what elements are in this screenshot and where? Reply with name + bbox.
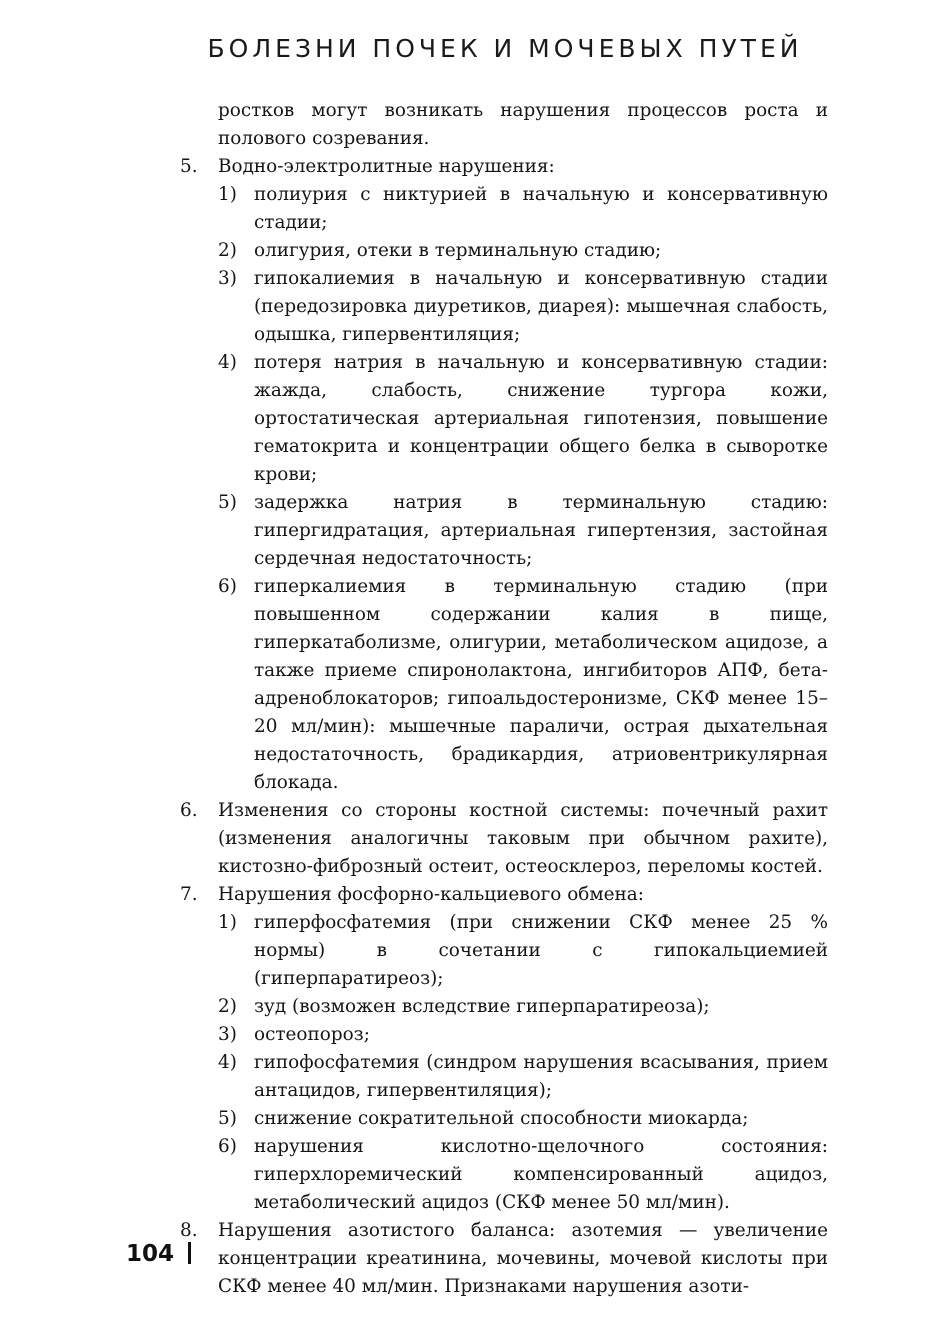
sublist-number: 1): [218, 184, 237, 205]
list-number: 7.: [180, 884, 198, 905]
sublist-text: гипокалиемия в начальную и консервативную стадии (передозировка диуретиков, диарея): мышечная слабость, одышка, гипервентиляция;: [254, 268, 828, 345]
list-text: Нарушения фосфорно-кальциевого обмена:: [218, 884, 644, 905]
list-item-8: [180, 1217, 828, 1301]
list-number: 6.: [180, 800, 198, 821]
list-item-5: [180, 153, 828, 181]
sublist-item: [180, 1105, 828, 1133]
sublist-item: [180, 265, 828, 349]
sublist-item: [180, 1021, 828, 1049]
sublist-text: задержка натрия в терминальную стадию: гипергидратация, артериальная гипертензия, застойная сердечная недостаточность;: [254, 492, 828, 569]
sublist-text: зуд (возможен вследствие гиперпаратиреоза);: [254, 996, 710, 1017]
list-text: Водно-электролитные нарушения:: [218, 156, 555, 177]
sublist-number: 3): [218, 268, 237, 289]
sublist-number: 4): [218, 352, 237, 373]
sublist-text: гипофосфатемия (синдром нарушения всасывания, прием антацидов, гипервентиляция);: [254, 1052, 828, 1101]
sublist-number: 4): [218, 1052, 237, 1073]
sublist-item: [180, 993, 828, 1021]
list-item-7: [180, 881, 828, 909]
running-header: БОЛЕЗНИ ПОЧЕК И МОЧЕВЫХ ПУТЕЙ: [207, 34, 803, 63]
sublist-item: [180, 1133, 828, 1217]
list-number: 8.: [180, 1220, 198, 1241]
sublist-number: 1): [218, 912, 237, 933]
list-text: Нарушения азотистого баланса: азотемия — увеличение концентрации креатинина, мочевины, мочевой кислоты при СКФ менее 40 мл/мин. Признаками нарушения азоти-: [218, 1220, 828, 1297]
list-text: Изменения со стороны костной системы: почечный рахит (изменения аналогичны таковым при обычном рахите), кистозно-фиброзный остеит, остеосклероз, переломы костей.: [218, 800, 828, 877]
sublist-item: [180, 489, 828, 573]
sublist-number: 2): [218, 996, 237, 1017]
list-number: 5.: [180, 156, 198, 177]
sublist-text: потеря натрия в начальную и консервативную стадии: жажда, слабость, снижение тургора кожи, ортостатическая артериальная гипотензия, повышение гематокрита и концентрации общего белка в сыворотке крови;: [254, 352, 828, 485]
sublist-number: 5): [218, 492, 237, 513]
page-number-text: 104: [126, 1241, 175, 1267]
sublist-number: 3): [218, 1024, 237, 1045]
list-item-6: [180, 797, 828, 881]
page-number: [126, 1241, 191, 1267]
sublist-item: [180, 237, 828, 265]
sublist-number: 6): [218, 1136, 237, 1157]
sublist-item: [180, 181, 828, 237]
folio-divider: [188, 1242, 191, 1264]
sublist-item: [180, 349, 828, 489]
sublist-item: [180, 573, 828, 797]
sublist-text: гиперфосфатемия (при снижении СКФ менее 25 % нормы) в сочетании с гипокальциемией (гиперпаратиреоз);: [254, 912, 828, 989]
sublist-text: олигурия, отеки в терминальную стадию;: [254, 240, 662, 261]
sublist-item: [180, 909, 828, 993]
page-body: [180, 97, 828, 1301]
sublist-text: нарушения кислотно-щелочного состояния: гиперхлоремический компенсированный ацидоз, метаболический ацидоз (СКФ менее 50 мл/мин).: [254, 1136, 828, 1213]
sublist-text: остеопороз;: [254, 1024, 370, 1045]
sublist-text: полиурия с никтурией в начальную и консервативную стадии;: [254, 184, 828, 233]
intro-paragraph: ростков могут возникать нарушения процессов роста и полового созревания.: [218, 100, 828, 149]
sublist-number: 6): [218, 576, 237, 597]
sublist-number: 2): [218, 240, 237, 261]
sublist-text: гиперкалиемия в терминальную стадию (при повышенном содержании калия в пище, гиперкатаболизме, олигурии, метаболическом ацидозе, а также приеме спиронолактона, ингибиторов АПФ, бета-адреноблокаторов; гипоальдостеронизме, СКФ менее 15–20 мл/мин): мышечные параличи, острая дыхательная недостаточность, брадикардия, атриовентрикулярная блокада.: [254, 576, 828, 793]
sublist-text: снижение сократительной способности миокарда;: [254, 1108, 749, 1129]
sublist-item: [180, 1049, 828, 1105]
sublist-number: 5): [218, 1108, 237, 1129]
